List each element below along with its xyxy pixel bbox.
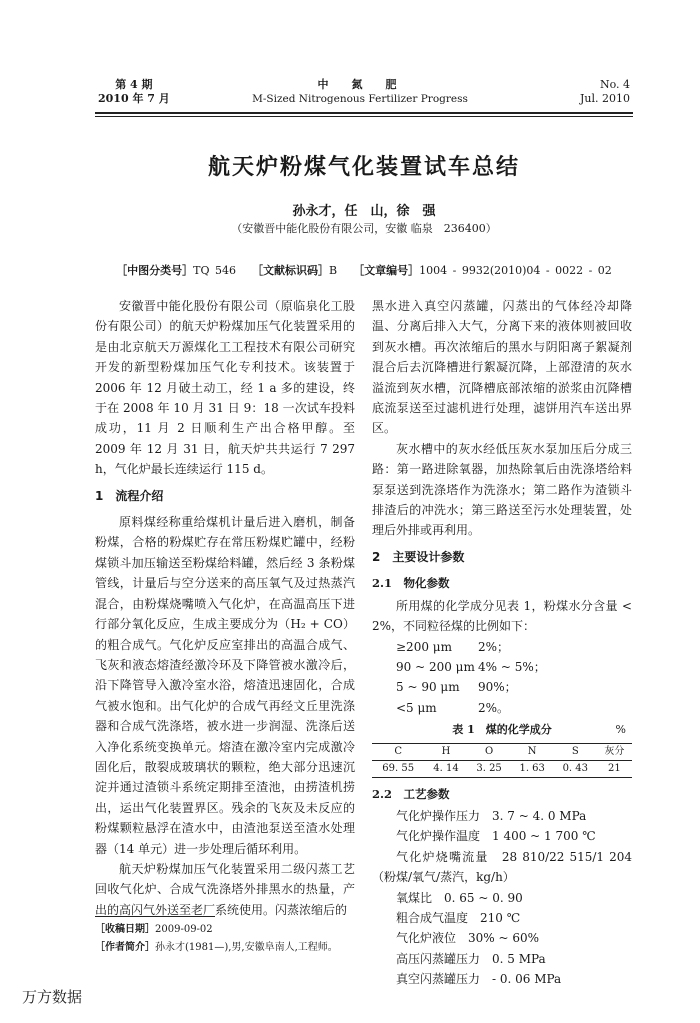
list-item: 真空闪蒸罐压力 - 0. 06 MPa [396, 972, 562, 987]
particle-size-list [396, 637, 632, 719]
intro-paragraph: 安徽晋中能化股份有限公司（原临泉化工股份有限公司）的航天炉粉煤加压气化装置采用的是由北京航天万源煤化工工程技术有限公司研究开发的新型粉煤加压气化专利技术。该装置于 2006 年 12 月破土动工，经 1 a 多的建设，终于在 2008 年 10 月 31 日 9：18 一次试车投料成功，11 月 2 日顺利生产出合格甲醇。至 2009 年 12 月 31 日，航天炉共共运行 7 297 h，气化炉最长连续运行 115 d。 [95, 299, 355, 477]
table-header-cell: H [441, 745, 451, 757]
journal-title-cn: 中 氮 肥 [317, 78, 403, 91]
continued-paragraph: 黑水进入真空闪蒸罐，闪蒸出的气体经冷却降温、分离后排入大气，分离下来的液体则被回收到灰水槽。再次浓缩后的黑水与阴阳离子絮凝剂混合后去沉降槽进行絮凝沉降，上部澄清的灰水溢流到灰水槽，沉降槽底部浓缩的淤浆由沉降槽底流泵送至过滤机进行处理，滤饼用汽车送出界区。 [372, 299, 632, 436]
section-2-2-heading: 2.2 工艺参数 [372, 786, 450, 801]
author-bio-note: ［作者简介］孙永才(1981—),男,安徽阜南人,工程师。 [95, 942, 338, 953]
section-2-heading: 2 主要设计参数 [372, 549, 465, 564]
left-column [95, 296, 355, 920]
issue-number-en: No. 4 [599, 78, 630, 91]
clc-label: ［中图分类号］ [116, 264, 194, 277]
process-paragraph-2: 航天炉粉煤加压气化装置采用二级闪蒸工艺回收气化炉、合成气洗涤塔外排黑水的热量，产出的高闪气外送至老厂系统使用。闪蒸浓缩后的 [95, 861, 355, 917]
issue-date-en: Jul. 2010 [580, 92, 630, 105]
issue-info-en [560, 78, 630, 106]
issue-number: 第 4 期 [115, 78, 153, 91]
list-item: 粗合成气温度 210 ℃ [396, 910, 521, 925]
journal-info [230, 78, 490, 106]
clc-value: TQ 546 [193, 264, 237, 277]
process-paragraph-1: 原料煤经称重给煤机计量后进入磨机，制备粉煤，合格的粉煤贮存在常压粉煤贮罐中，经粉煤锁斗加压输送至粉煤给料罐，然后经 3 条粉煤管线，计量后与空分送来的高压氧气及过热蒸汽混合，由粉煤烧嘴喷入气化炉，在高温高压下进行部分氧化反应，生成主要成分为（H₂ + CO）的粗合成气。气化炉反应室排出的高温合成气、飞灰和液态熔渣经激冷环及下降管被水激冷后，沿下降管导入激冷室水浴，熔渣迅速固化，合成气被水饱和。出气化炉的合成气再经文丘里洗涤器和合成气洗涤塔，被水进一步润湿、洗涤后送入净化系统变换单元。熔渣在激冷室内完成激冷固化后，散裂成玻璃状的颗粒，绝大部分迅速沉淀并通过渣锁斗系统定期排至渣池，由捞渣机捞出，运出气化装置界区。残余的飞灰及未反应的粉煤颗粒悬浮在渣水中，由渣池泵送至渣水处理器（14 单元）进一步处理后循环利用。 [95, 515, 355, 856]
issue-info [98, 78, 170, 106]
list-item: 氧煤比 0. 65 ~ 0. 90 [396, 890, 523, 905]
table-cell: 3. 25 [476, 762, 502, 774]
table-header-cell: N [527, 745, 537, 757]
list-item: 5 ~ 90 μm 90%； [396, 680, 517, 695]
issue-date: 2010 年 7 月 [98, 92, 170, 105]
section-2-1-heading: 2.1 物化参数 [372, 576, 450, 591]
table-1-unit: % [615, 723, 626, 737]
table-cell: 1. 63 [519, 762, 545, 774]
table-cell: 21 [608, 762, 621, 774]
footnote-rule [95, 916, 215, 917]
list-item: 90 ~ 200 μm 4% ~ 5%； [396, 659, 546, 674]
header-rule [95, 112, 633, 114]
classification-line [95, 262, 633, 278]
table-cell: 4. 14 [433, 762, 459, 774]
list-item: 气化炉操作压力 3. 7 ~ 4. 0 MPa [396, 808, 587, 823]
table-header-cell: 灰分 [604, 745, 625, 757]
table-cell: 0. 43 [562, 762, 589, 774]
table-header-cell: S [571, 745, 579, 757]
header-rule-thin [95, 116, 633, 117]
process-parameter-list [372, 806, 632, 990]
journal-title-en: M-Sized Nitrogenous Fertilizer Progress [252, 93, 468, 105]
table-row [372, 760, 632, 777]
doc-code-value: B [329, 264, 338, 277]
table-1-caption: 表 1 煤的化学成分 % [372, 720, 632, 740]
list-item: <5 μm 2%。 [396, 700, 510, 715]
watermark: 万方数据 [22, 988, 83, 1006]
received-date-note: ［收稿日期］2009-09-02 [95, 924, 213, 935]
list-item: ≥200 μm 2%； [396, 639, 510, 654]
article-number-label: ［文章编号］ [353, 264, 420, 277]
list-item: 气化炉操作温度 1 400 ~ 1 700 ℃ [396, 829, 596, 844]
table-cell: 69. 55 [382, 762, 415, 774]
list-item: 高压闪蒸罐压力 0. 5 MPa [396, 951, 546, 966]
physchem-paragraph: 所用煤的化学成分见表 1，粉煤水分含量 < 2%，不同粒径煤的比例如下： [372, 598, 632, 634]
doc-code-label: ［文献标识码］ [252, 264, 330, 277]
right-column [372, 296, 632, 990]
coal-composition-table [372, 743, 632, 778]
list-item: 气化炉液位 30% ~ 60% [396, 931, 540, 946]
table-header-row [372, 743, 632, 760]
section-1-heading: 1 流程介绍 [95, 488, 164, 503]
article-number-value: 1004 - 9932(2010)04 - 0022 - 02 [419, 264, 612, 277]
table-header-cell: O [484, 745, 494, 757]
grey-water-paragraph: 灰水槽中的灰水经低压灰水泵加压后分成三路：第一路进除氧器，加热除氧后由洗涤塔给料泵泵送到洗涤塔作为洗涤水；第二路作为渣锁斗排渣后的冲洗水；第三路送至污水处理装置，处理后外排或再利用。 [372, 441, 632, 538]
author-affiliation: （安徽晋中能化股份有限公司，安徽 临泉 236400） [231, 222, 497, 235]
article-authors: 孙永才，任 山，徐 强 [292, 204, 436, 219]
table-header-cell: C [394, 745, 403, 757]
article-title: 航天炉粉煤气化装置试车总结 [207, 155, 520, 180]
list-item: 气化炉烧嘴流量 28 810/22 515/1 204（粉煤/氧气/蒸汽，kg/h） [372, 849, 632, 885]
